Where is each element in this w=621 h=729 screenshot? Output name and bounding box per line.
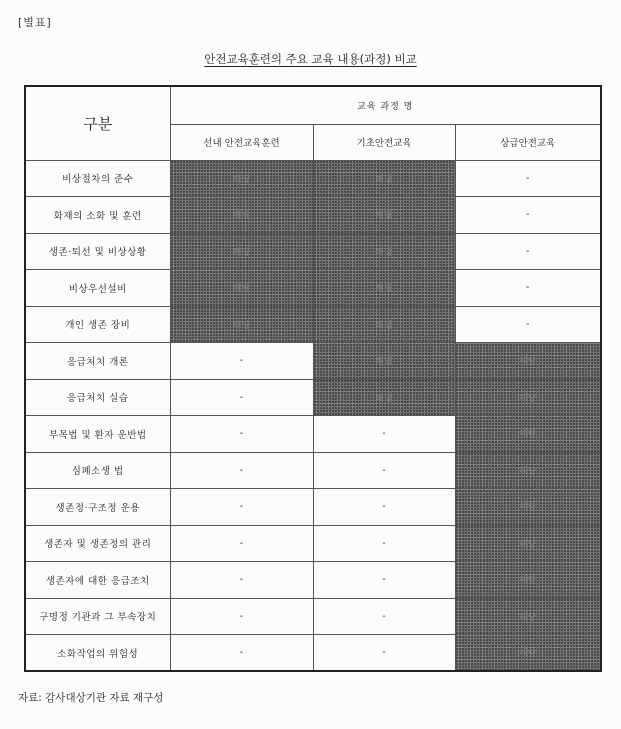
table-row <box>25 270 601 307</box>
table-cell: 해당 <box>455 635 601 672</box>
table-cell: - <box>313 525 455 562</box>
table-row <box>25 525 601 562</box>
table-cell: - <box>313 452 455 489</box>
table-cell: - <box>313 562 455 599</box>
row-label: 화재의 소화 및 훈련 <box>25 197 170 234</box>
comparison-table <box>24 85 602 672</box>
column-header: 상급안전교육 <box>455 124 601 160</box>
row-label: 생존정·구조정 운용 <box>25 489 170 526</box>
table-row <box>25 379 601 416</box>
table-row <box>25 489 601 526</box>
table-cell: 해당 <box>455 416 601 453</box>
table-cell: - <box>455 197 601 234</box>
table-cell: - <box>313 416 455 453</box>
table-cell: 해당 <box>455 452 601 489</box>
table-cell: - <box>455 160 601 197</box>
table-cell: 해당 <box>170 233 313 270</box>
table-cell: 해당 <box>455 489 601 526</box>
table-cell: - <box>455 233 601 270</box>
table-cell: 해당 <box>455 598 601 635</box>
document-title: 안전교육훈련의 주요 교육 내용(과정) 비교 <box>204 52 417 66</box>
table-row <box>25 160 601 197</box>
table-cell: - <box>170 489 313 526</box>
table-row <box>25 452 601 489</box>
table-cell: 해당 <box>170 160 313 197</box>
table-cell: - <box>313 598 455 635</box>
table-cell: 해당 <box>313 270 455 307</box>
table-cell: 해당 <box>313 343 455 380</box>
table-row <box>25 343 601 380</box>
table-cell: - <box>170 379 313 416</box>
table-cell: 해당 <box>455 379 601 416</box>
table-cell: 해당 <box>455 562 601 599</box>
table-cell: - <box>170 562 313 599</box>
table-cell: 해당 <box>313 379 455 416</box>
table-cell: 해당 <box>170 306 313 343</box>
table-cell: - <box>170 598 313 635</box>
table-cell: 해당 <box>170 197 313 234</box>
annex-tag: [별표] <box>18 16 52 29</box>
table-cell: - <box>170 343 313 380</box>
row-label: 응급처치 실습 <box>25 379 170 416</box>
source-note: 자료: 감사대상기관 자료 재구성 <box>18 692 164 704</box>
category-header: 구분 <box>25 86 170 160</box>
table-cell: - <box>170 452 313 489</box>
table-cell: - <box>313 489 455 526</box>
row-label: 비상우선설비 <box>25 270 170 307</box>
row-label: 개인 생존 장비 <box>25 306 170 343</box>
row-label: 소화작업의 위험성 <box>25 635 170 672</box>
table-row <box>25 562 601 599</box>
table-row <box>25 306 601 343</box>
column-header: 기초안전교육 <box>313 124 455 160</box>
table-row <box>25 233 601 270</box>
row-label: 심폐소생 법 <box>25 452 170 489</box>
table-cell: - <box>170 416 313 453</box>
table-row <box>25 197 601 234</box>
table-cell: 해당 <box>455 525 601 562</box>
table-row <box>25 598 601 635</box>
table-row <box>25 416 601 453</box>
table-cell: 해당 <box>313 197 455 234</box>
table-cell: 해당 <box>313 160 455 197</box>
row-label: 비상절차의 준수 <box>25 160 170 197</box>
row-label: 응급처치 개론 <box>25 343 170 380</box>
table-cell: - <box>170 635 313 672</box>
row-label: 생존·퇴선 및 비상상황 <box>25 233 170 270</box>
table-cell: - <box>455 306 601 343</box>
course-group-header: 교육 과정 명 <box>170 86 601 124</box>
table-cell: 해당 <box>313 306 455 343</box>
table-cell: 해당 <box>170 270 313 307</box>
row-label: 생존자 및 생존정의 관리 <box>25 525 170 562</box>
row-label: 구명정 기관과 그 부속장치 <box>25 598 170 635</box>
table-cell: 해당 <box>313 233 455 270</box>
table-cell: - <box>455 270 601 307</box>
table-cell: - <box>170 525 313 562</box>
column-header: 선내 안전교육훈련 <box>170 124 313 160</box>
row-label: 부목법 및 환자 운반법 <box>25 416 170 453</box>
row-label: 생존자에 대한 응급조치 <box>25 562 170 599</box>
table-row <box>25 635 601 672</box>
table-cell: - <box>313 635 455 672</box>
table-cell: 해당 <box>455 343 601 380</box>
